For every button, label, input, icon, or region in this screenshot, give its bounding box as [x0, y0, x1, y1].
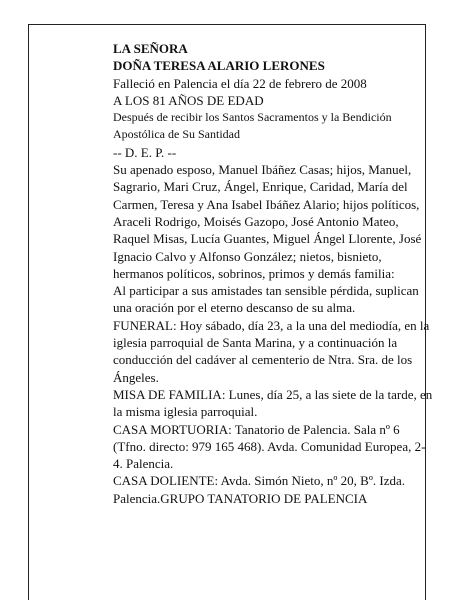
funeral-paragraph: FUNERAL: Hoy sábado, día 23, a la una del mediodía, en la iglesia parroquial de Santa Marina, y a continuación la conducción del cadáver al cementerio de Ntra. Sra. de los Ángeles.: [113, 317, 430, 385]
mortuary-paragraph: CASA MORTUORIA: Tanatorio de Palencia. Sala nº 6 (Tfno. directo: 979 165 468). Avda. Comunidad Europea, 2-4. Palencia.: [113, 421, 426, 472]
age-line: A LOS 81 AÑOS DE EDAD: [113, 92, 264, 108]
death-notice: Falleció en Palencia el día 22 de febrero de 2008: [113, 75, 367, 91]
sacraments-line: Después de recibir los Santos Sacramentos y la Bendición Apostólica de Su Santidad: [113, 110, 392, 142]
mass-paragraph: MISA DE FAMILIA: Lunes, día 25, a las siete de la tarde, en la misma iglesia parroquial.: [113, 386, 433, 420]
title-line-2: DOÑA TERESA ALARIO LERONES: [113, 58, 325, 74]
obituary-text: [113, 40, 433, 507]
request-paragraph: Al participar a sus amistades tan sensible pérdida, suplican una oración por el eterno descanso de su alma.: [113, 283, 419, 316]
rip-line: -- D. E. P. --: [113, 144, 177, 160]
family-paragraph: Su apenado esposo, Manuel Ibáñez Casas; hijos, Manuel, Sagrario, Mari Cruz, Ángel, Enrique, Caridad, María del Carmen, Teresa y Ana Isabel Ibáñez Alario; hijos políticos, Araceli Rodrigo, Moisés Gazopo, José Antonio Mateo, Raquel Misas, Lucía Guantes, Miguel Ángel Llorente, José Ignacio Calvo y Alfonso González; nietos, bisnieto, hermanos políticos, sobrinos, primos y demás familia:: [113, 162, 422, 281]
mourning-house-paragraph: CASA DOLIENTE: Avda. Simón Nieto, nº 20, Bº. Izda. Palencia.GRUPO TANATORIO DE PALENCIA: [113, 473, 405, 506]
title-line-1: LA SEÑORA: [113, 41, 188, 56]
